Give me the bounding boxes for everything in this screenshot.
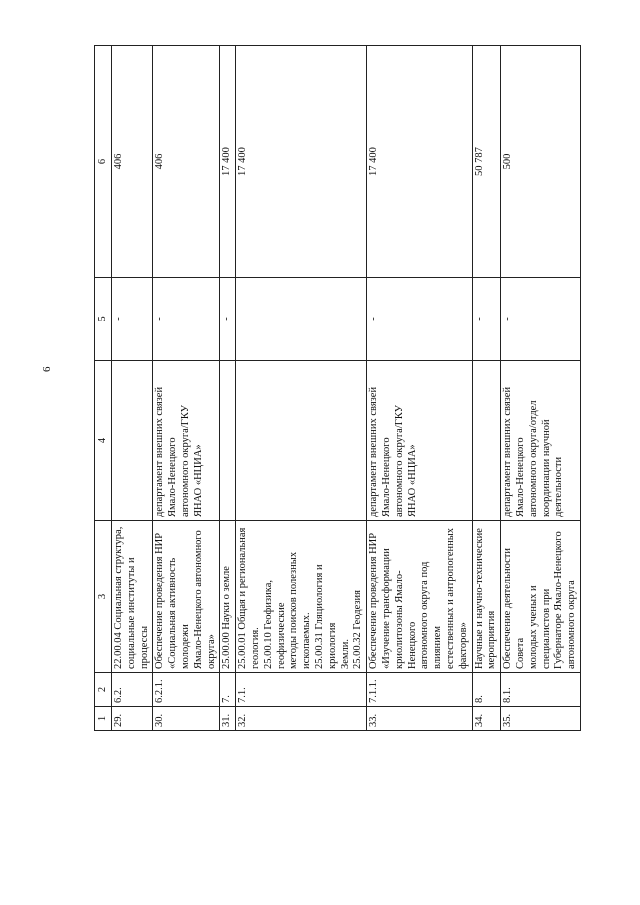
row-name: Обеспечение деятельности Совета молодых ученых и специалистов при Губернаторе Ямало-Ненецкого автономного округа — [501, 521, 581, 673]
table-row — [367, 46, 472, 731]
table-row — [501, 46, 581, 731]
row-code: 7.1.1. — [367, 673, 472, 707]
row-name: 25.00.01 Общая и региональная геология. 25.00.10 Геофизика, геофизические методы поисков полезных ископаемых. 25.00.31 Гляциология и криология Земли. 25.00.32 Геодезия — [236, 521, 367, 673]
row-col6: 406 — [153, 46, 220, 278]
row-executor — [112, 361, 153, 521]
header-cell-1: 1 — [95, 707, 112, 731]
row-number: 29. — [112, 707, 153, 731]
row-executor — [472, 361, 501, 521]
row-col5: - — [153, 278, 220, 361]
row-col5: - — [367, 278, 472, 361]
table-row — [153, 46, 220, 731]
row-col6: 17 400 — [367, 46, 472, 278]
row-executor: департамент внешних связей Ямало-Ненецкого автономного округа/ГКУ ЯНАО «НЦИА» — [367, 361, 472, 521]
row-col5: - — [112, 278, 153, 361]
row-number: 33. — [367, 707, 472, 731]
header-cell-3: 3 — [95, 521, 112, 673]
row-col5: - — [472, 278, 501, 361]
row-name: 22.00.04 Социальная структура, социальные институты и процессы — [112, 521, 153, 673]
header-cell-5: 5 — [95, 278, 112, 361]
program-table — [94, 45, 581, 731]
table-row — [236, 46, 367, 731]
table-row — [220, 46, 236, 731]
table-row — [112, 46, 153, 731]
row-code: 8. — [472, 673, 501, 707]
row-name: 25.00.00 Науки о земле — [220, 521, 236, 673]
header-cell-4: 4 — [95, 361, 112, 521]
header-row — [95, 46, 112, 731]
row-col6: 17 400 — [220, 46, 236, 278]
page-number: 6 — [41, 366, 53, 372]
row-number: 30. — [153, 707, 220, 731]
header-cell-6: 6 — [95, 46, 112, 278]
row-code: 6.2.1. — [153, 673, 220, 707]
row-number: 35. — [501, 707, 581, 731]
row-executor: департамент внешних связей Ямало-Ненецкого автономного округа/ГКУ ЯНАО «НЦИА» — [153, 361, 220, 521]
row-name: Обеспечение проведения НИР «Изучение трансформации криолитозоны Ямало-Ненецкого автономного округа под влиянием естественных и антропогенных факторов» — [367, 521, 472, 673]
row-col5: - — [501, 278, 581, 361]
row-code: 7. — [220, 673, 236, 707]
row-executor — [236, 361, 367, 521]
row-number: 34. — [472, 707, 501, 731]
row-col5 — [236, 278, 367, 361]
row-col6: 50 787 — [472, 46, 501, 278]
row-code: 6.2. — [112, 673, 153, 707]
row-col6: 17 400 — [236, 46, 367, 278]
row-executor — [220, 361, 236, 521]
table-row — [472, 46, 501, 731]
row-name: Обеспечение проведения НИР «Социальная активность молодежи Ямало-Ненецкого автономного округа» — [153, 521, 220, 673]
rotated-table-container — [94, 46, 578, 731]
row-col6: 500 — [501, 46, 581, 278]
row-name: Научные и научно-технические мероприятия — [472, 521, 501, 673]
row-executor: департамент внешних связей Ямало-Ненецкого автономного округа/отдел координации научной деятельности — [501, 361, 581, 521]
row-col6: 406 — [112, 46, 153, 278]
row-number: 32. — [236, 707, 367, 731]
header-cell-2: 2 — [95, 673, 112, 707]
row-number: 31. — [220, 707, 236, 731]
row-code: 7.1. — [236, 673, 367, 707]
row-code: 8.1. — [501, 673, 581, 707]
row-col5: - — [220, 278, 236, 361]
